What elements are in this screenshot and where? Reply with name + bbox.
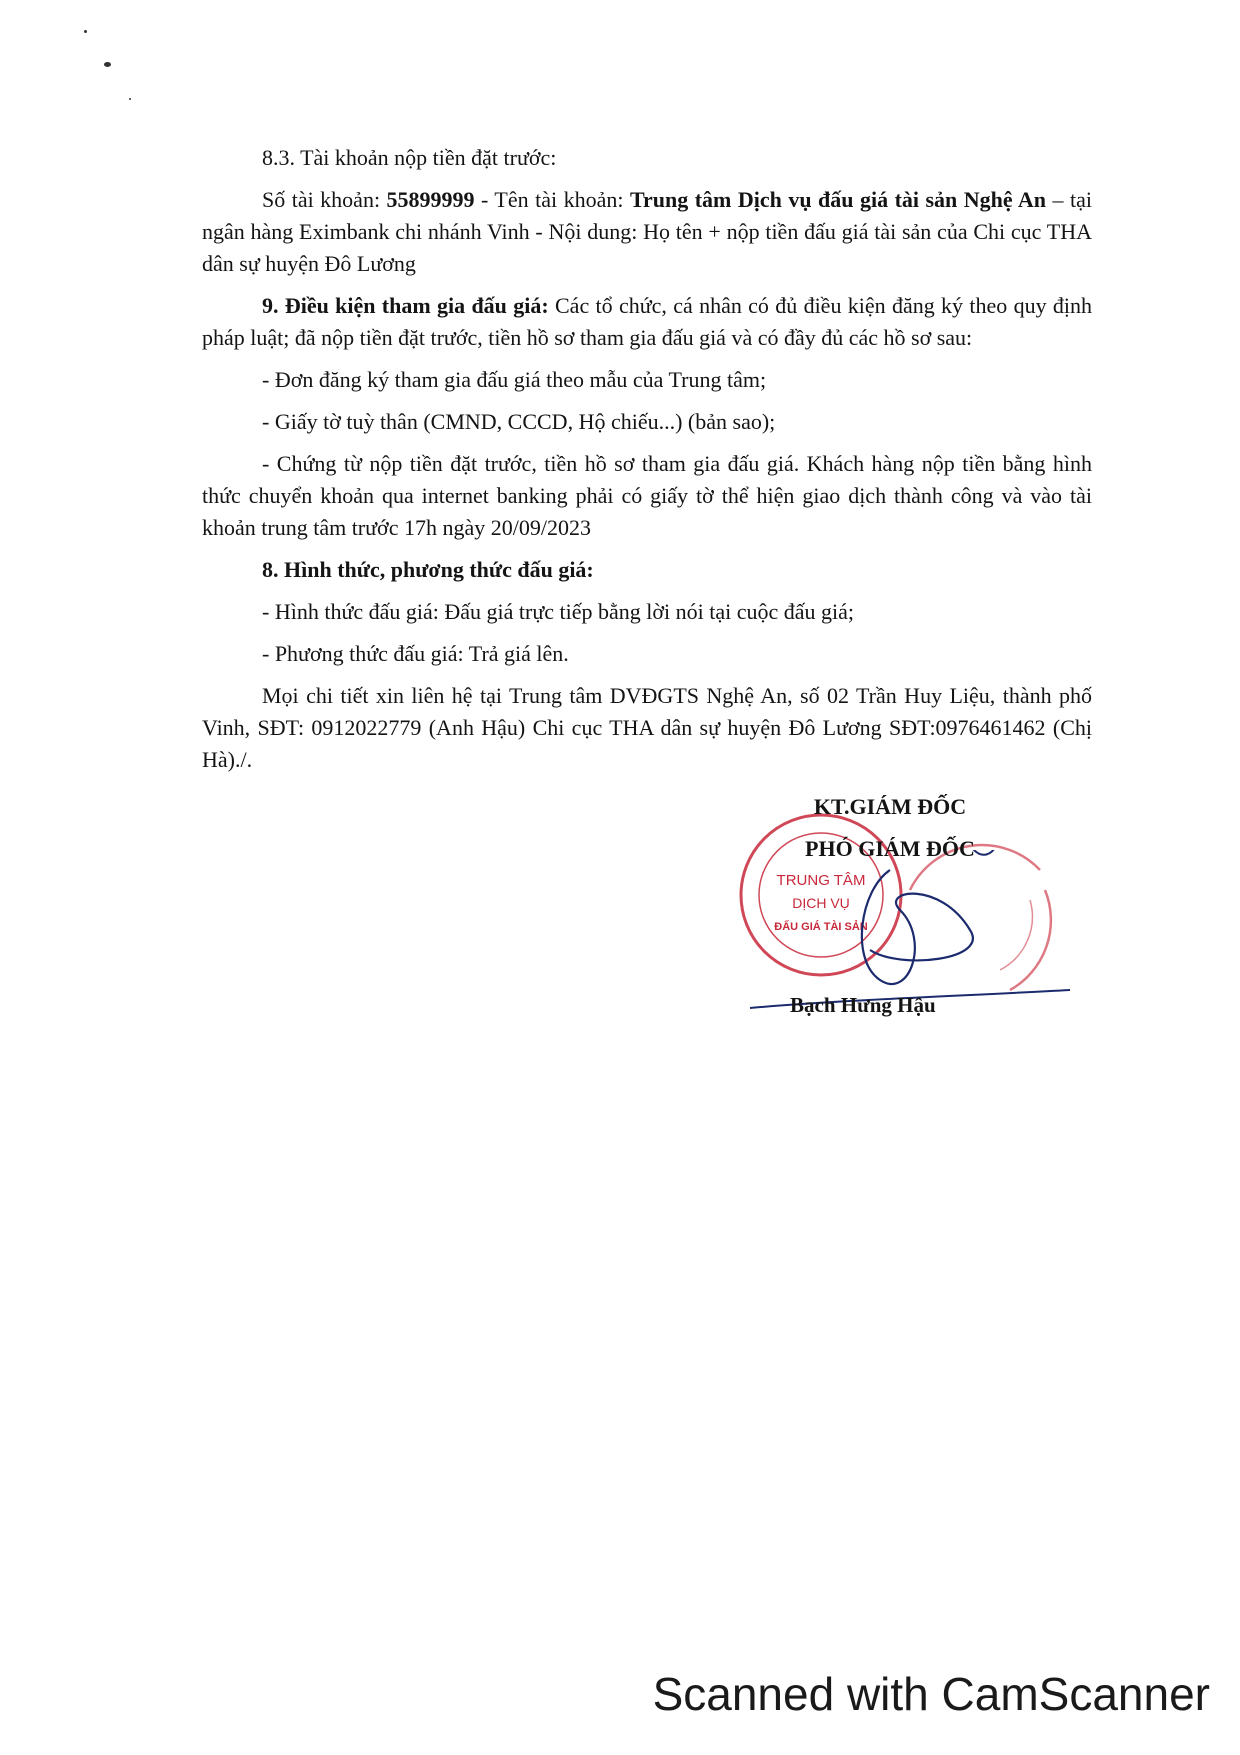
section-9-paragraph — [202, 290, 1092, 354]
section-9-heading: 9. Điều kiện tham gia đấu giá: — [262, 293, 549, 318]
account-name-label: - Tên tài khoản: — [474, 187, 630, 212]
requirement-item: - Chứng từ nộp tiền đặt trước, tiền hồ sơ tham gia đấu giá. Khách hàng nộp tiền bằng hình thức chuyển khoản qua internet banking phải có giấy tờ thể hiện giao dịch thành công và vào tài khoản trung tâm trước 17h ngày 20/09/2023 — [202, 451, 1092, 540]
account-number-label: Số tài khoản: — [262, 187, 387, 212]
signature-title-1: KT.GIÁM ĐỐC — [813, 794, 967, 819]
account-paragraph — [202, 184, 1092, 280]
section-8-3-heading: 8.3. Tài khoản nộp tiền đặt trước: — [262, 145, 557, 170]
scan-speck — [104, 62, 111, 67]
document-body — [202, 142, 1092, 786]
scan-speck — [129, 98, 131, 100]
auction-method-item: - Phương thức đấu giá: Trả giá lên. — [262, 641, 569, 666]
account-number: 55899999 — [386, 187, 475, 212]
signature-title-2: PHÓ GIÁM ĐỐC — [805, 836, 975, 861]
section-9-text: Các tổ chức, cá nhân có đủ điều kiện đăng ký theo quy định pháp luật; đã nộp tiền đặt trước, tiền hồ sơ tham gia đấu giá và có đầy đủ các hồ sơ sau: — [202, 293, 1092, 350]
account-name: Trung tâm Dịch vụ đấu giá tài sản Nghệ An — [629, 187, 1047, 212]
auction-form-item: - Hình thức đấu giá: Đấu giá trực tiếp bằng lời nói tại cuộc đấu giá; — [262, 599, 855, 624]
contact-paragraph: Mọi chi tiết xin liên hệ tại Trung tâm DVĐGTS Nghệ An, số 02 Trần Huy Liệu, thành phố Vinh, SĐT: 0912022779 (Anh Hậu) Chi cục THA dân sự huyện Đô Lương SĐT:0976461462 (Chị Hà)./. — [202, 683, 1092, 772]
requirement-item: - Giấy tờ tuỳ thân (CMND, CCCD, Hộ chiếu...) (bản sao); — [262, 409, 776, 434]
section-8-heading: 8. Hình thức, phương thức đấu giá: — [262, 557, 594, 582]
requirement-item: - Đơn đăng ký tham gia đấu giá theo mẫu của Trung tâm; — [262, 367, 767, 392]
scanner-watermark: Scanned with CamScanner — [652, 1668, 1210, 1720]
signer-name: Bạch Hưng Hậu — [790, 993, 936, 1017]
stamp-line1: TRUNG TÂM — [776, 872, 866, 889]
stamp-line2: DỊCH VỤ — [792, 895, 850, 911]
account-details: – tại ngân hàng Eximbank chi nhánh Vinh - Nội dung: Họ tên + nộp tiền đấu giá tài sản của Chi cục THA dân sự huyện Đô Lương — [202, 187, 1093, 276]
scan-speck — [84, 30, 87, 33]
stamp-line3: ĐẤU GIÁ TÀI SẢN — [774, 921, 868, 933]
